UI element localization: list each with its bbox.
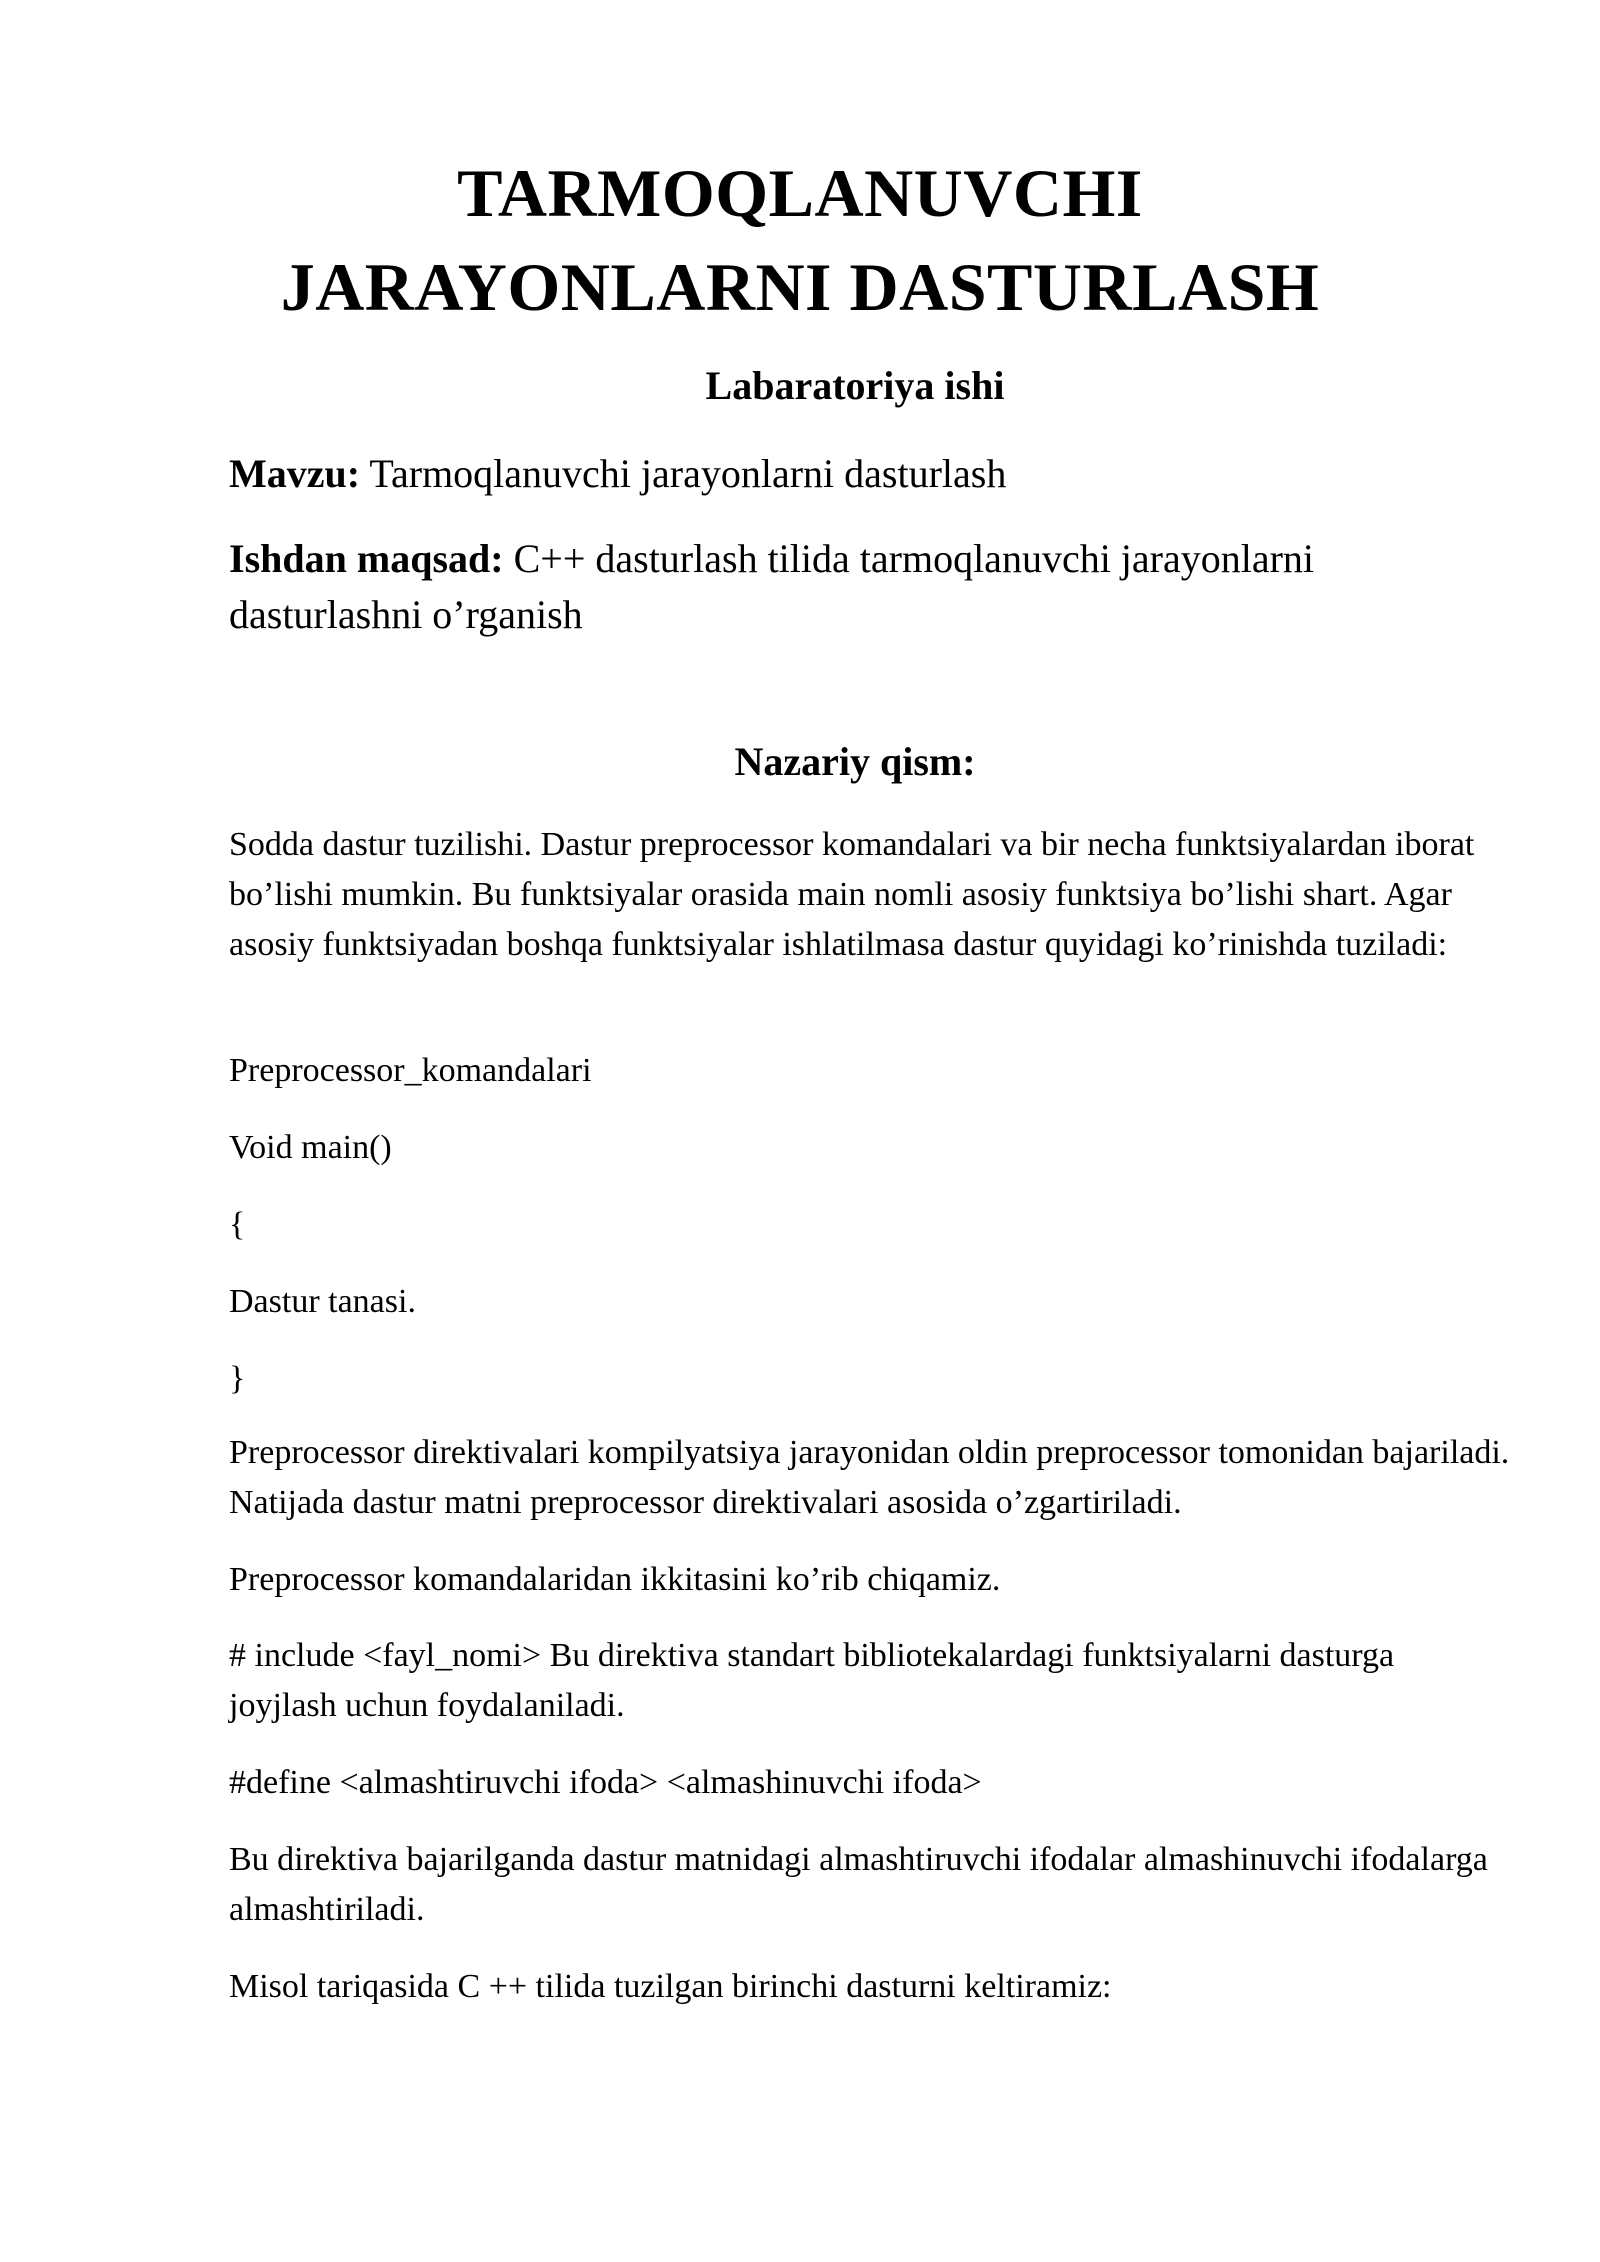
document-title: [0, 146, 1600, 334]
paragraph: Misol tariqasida C ++ tilida tuzilgan birinchi dasturni keltiramiz:: [229, 1968, 1112, 2005]
topic-text: Tarmoqlanuvchi jarayonlarni dasturlash: [360, 451, 1007, 496]
section-heading: Nazariy qism:: [734, 739, 976, 784]
document-subtitle: Labaratoriya ishi: [705, 363, 1005, 408]
paragraph: # include <fayl_nomi> Bu direktiva standart bibliotekalardagi funktsiyalarni dasturga joyjlash uchun foydalaniladi.: [229, 1637, 1395, 1724]
goal-label: Ishdan maqsad:: [229, 536, 504, 581]
paragraph: Preprocessor komandalaridan ikkitasini ko’rib chiqamiz.: [229, 1561, 1001, 1598]
goal-line: [229, 531, 1429, 643]
code-line: }: [229, 1360, 246, 1397]
code-line: Preprocessor_komandalari: [229, 1052, 592, 1089]
paragraph: Preprocessor direktivalari kompilyatsiya jarayonidan oldin preprocessor tomonidan bajariladi. Natijada dastur matni preprocessor direktivalari asosida o’zgartiriladi.: [229, 1434, 1510, 1521]
paragraph: Bu direktiva bajarilganda dastur matnidagi almashtiruvchi ifodalar almashinuvchi ifodalarga almashtiriladi.: [229, 1841, 1488, 1928]
topic-line: [229, 446, 1529, 502]
title-line-2: JARAYONLARNI DASTURLASH: [280, 249, 1320, 325]
title-line-1: TARMOQLANUVCHI: [457, 155, 1143, 231]
paragraph: #define <almashtiruvchi ifoda> <almashinuvchi ifoda>: [229, 1764, 982, 1801]
paragraph: Sodda dastur tuzilishi. Dastur preprocessor komandalari va bir necha funktsiyalardan iborat bo’lishi mumkin. Bu funktsiyalar orasida main nomli asosiy funktsiya bo’lishi shart. Agar asosiy funktsiyadan boshqa funktsiyalar ishlatilmasa dastur quyidagi ko’rinishda tuziladi:: [229, 826, 1475, 963]
topic-label: Mavzu:: [229, 451, 361, 496]
goal-text: C++ dasturlash tilida tarmoqlanuvchi jarayonlarni dasturlashni o’rganish: [229, 536, 1315, 637]
code-line: Dastur tanasi.: [229, 1283, 416, 1320]
code-line: Void main(): [229, 1129, 392, 1166]
code-line: {: [229, 1206, 246, 1243]
